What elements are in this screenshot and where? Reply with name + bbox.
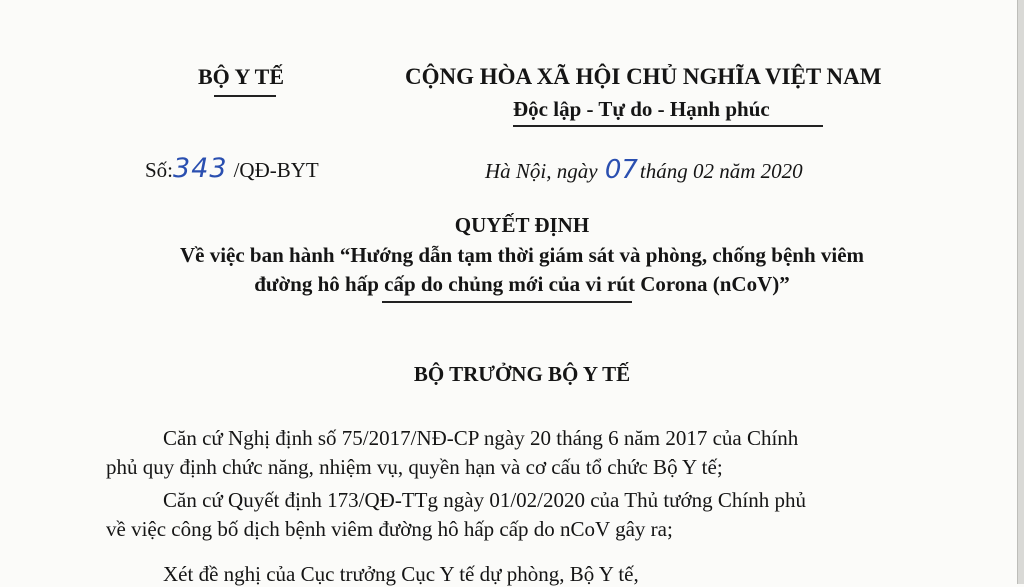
paragraph-1-line1: Căn cứ Nghị định số 75/2017/NĐ-CP ngày 20 tháng 6 năm 2017 của Chính — [163, 426, 799, 450]
paragraph-3-line1: Xét đề nghị của Cục trưởng Cục Y tế dự phòng, Bộ Y tế, — [163, 562, 639, 586]
decision-title: QUYẾT ĐỊNH — [454, 213, 590, 237]
number-suffix: /QĐ-BYT — [233, 158, 319, 182]
place-date-suffix: tháng 02 năm 2020 — [639, 159, 803, 183]
decision-subject-line2: đường hô hấp cấp do chủng mới của vi rút Corona (nCoV)” — [254, 272, 790, 296]
number-prefix: Số: — [145, 158, 174, 182]
agency-underline — [214, 95, 276, 97]
motto: Độc lập - Tự do - Hạnh phúc — [513, 97, 770, 121]
paragraph-1-line2: phủ quy định chức năng, nhiệm vụ, quyền hạn và cơ cấu tổ chức Bộ Y tế; — [106, 455, 723, 479]
subject-underline — [382, 301, 632, 303]
motto-underline — [513, 125, 823, 127]
paragraph-2-line2: về việc công bố dịch bệnh viêm đường hô hấp cấp do nCoV gây ra; — [106, 517, 673, 541]
page-edge-shadow — [1018, 0, 1024, 584]
nation-title: CỘNG HÒA XÃ HỘI CHỦ NGHĨA VIỆT NAM — [405, 64, 882, 89]
agency-name: BỘ Y TẾ — [198, 64, 284, 89]
handwritten-number: 343 — [173, 153, 228, 184]
authority-title: BỘ TRƯỞNG BỘ Y TẾ — [413, 362, 631, 386]
document-number — [145, 153, 319, 184]
handwritten-day: 07 — [604, 155, 638, 185]
decision-subject-line1: Về việc ban hành “Hướng dẫn tạm thời giám sát và phòng, chống bệnh viêm — [179, 243, 865, 267]
paragraph-2-line1: Căn cứ Quyết định 173/QĐ-TTg ngày 01/02/2020 của Thủ tướng Chính phủ — [163, 488, 806, 512]
place-date — [485, 155, 803, 185]
place-date-prefix: Hà Nội, ngày — [485, 159, 598, 183]
